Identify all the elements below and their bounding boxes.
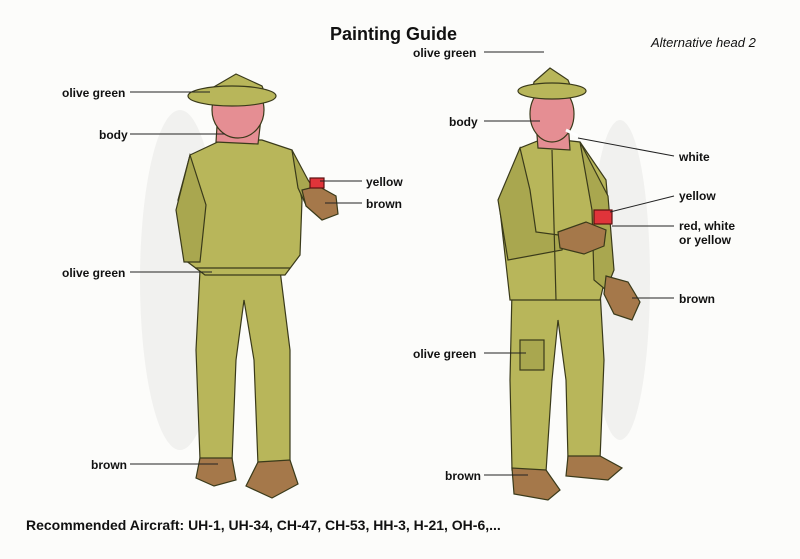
label-left-hat: olive green <box>62 86 126 100</box>
label-left-body: body <box>99 128 128 142</box>
label-left-suit: olive green <box>62 266 126 280</box>
alternative-head-caption: Alternative head 2 <box>651 35 756 50</box>
label-right-item-option-line1: red, white <box>679 219 736 233</box>
label-right-hat: olive green <box>413 46 477 60</box>
recommended-aircraft: Recommended Aircraft: UH-1, UH-34, CH-47, CH-53, HH-3, H-21, OH-6,... <box>26 517 501 533</box>
label-right-body: body <box>449 115 478 129</box>
label-right-cigarette: white <box>679 150 710 164</box>
label-right-item-option-line2: or yellow <box>679 233 732 247</box>
label-right-boots: brown <box>445 469 481 483</box>
label-right-glove: brown <box>679 292 715 306</box>
label-right-item: yellow <box>679 189 716 203</box>
page-title: Painting Guide <box>330 24 458 44</box>
label-left-item: yellow <box>366 175 403 189</box>
label-right-suit: olive green <box>413 347 477 361</box>
label-left-glove: brown <box>366 197 402 211</box>
label-left-boots: brown <box>91 458 127 472</box>
